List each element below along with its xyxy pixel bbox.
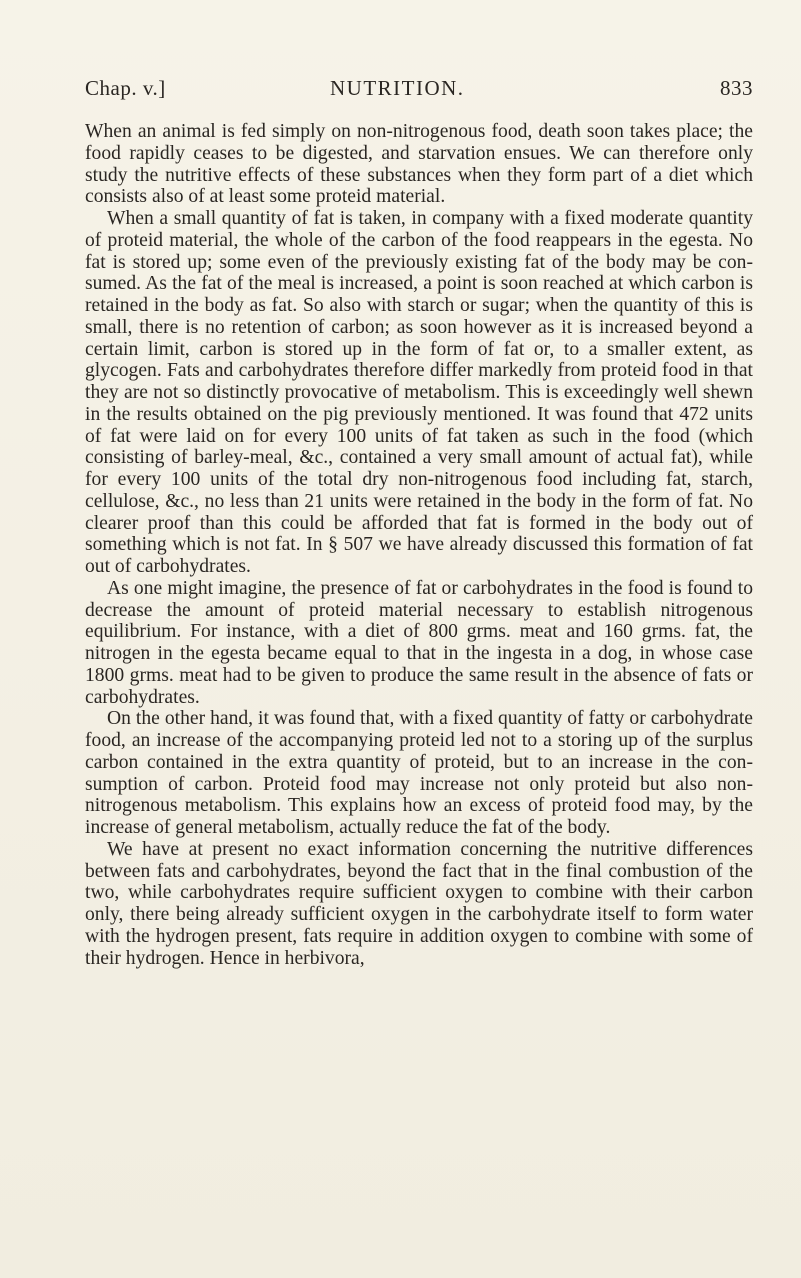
page-number: 833 (720, 76, 753, 100)
chapter-label: Chap. v.] (85, 76, 166, 100)
body-text (85, 121, 753, 969)
running-header (85, 76, 753, 106)
paragraph: When a small quantity of fat is taken, in company with a fixed moderate quantity of proteid material, the whole of the carbon of the food reappears in the egesta. No fat is stored up; some even of the previously existing fat of the body may be con- sumed. As the fat of the meal is increased, a point is soon reached at which carbon is retained in the body as fat. So also with starch or sugar; when the quantity of this is small, there is no retention of carbon; as soon however as it is increased beyond a certain limit, carbon is stored up in the form of fat or, to a smaller extent, as glycogen. Fats and carbohydrates therefore differ markedly from proteid food in that they are not so distinctly provocative of metabolism. This is exceedingly well shewn in the results obtained on the pig previously mentioned. It was found that 472 units of fat were laid on for every 100 units of fat taken as such in the food (which consisting of barley-meal, &c., contained a very small amount of actual fat), while for every 100 units of the total dry non-nitrogenous food including fat, starch, cellulose, &c., no less than 21 units were retained in the body in the form of fat. No clearer proof than this could be afforded that fat is formed in the body out of something which is not fat. In § 507 we have already discussed this formation of fat out of carbohydrates. (85, 208, 753, 577)
paragraph: On the other hand, it was found that, with a fixed quantity of fatty or carbohydrate food, an increase of the accompanying proteid led not to a storing up of the surplus carbon contained in the extra quantity of proteid, but to an increase in the con- sumption of carbon. Proteid food may increase not only proteid but also non-nitrogenous metabolism. This explains how an excess of proteid food may, by the increase of general metabolism, actually reduce the fat of the body. (85, 708, 753, 838)
paragraph: We have at present no exact information concerning the nutritive differences between fats and carbohydrates, beyond the fact that in the final combustion of the two, while carbohydrates require sufficient oxygen to combine with their carbon only, there being already sufficient oxygen in the carbohydrate itself to form water with the hydrogen present, fats require in addition oxygen to combine with some of their hydrogen. Hence in herbivora, (85, 838, 753, 969)
running-title: NUTRITION. (330, 76, 465, 100)
paragraph: As one might imagine, the presence of fat or carbohydrates in the food is found to decrease the amount of proteid material necessary to establish nitrogenous equilibrium. For instance, with a diet of 800 grms. meat and 160 grms. fat, the nitrogen in the egesta became equal to that in the ingesta in a dog, in whose case 1800 grms. meat had to be given to produce the same result in the absence of fats or carbohydrates. (85, 577, 753, 708)
paragraph: When an animal is fed simply on non-nitrogenous food, death soon takes place; the food rapidly ceases to be digested, and starvation ensues. We can therefore only study the nutritive effects of these substances when they form part of a diet which consists also of at least some proteid material. (85, 121, 753, 208)
